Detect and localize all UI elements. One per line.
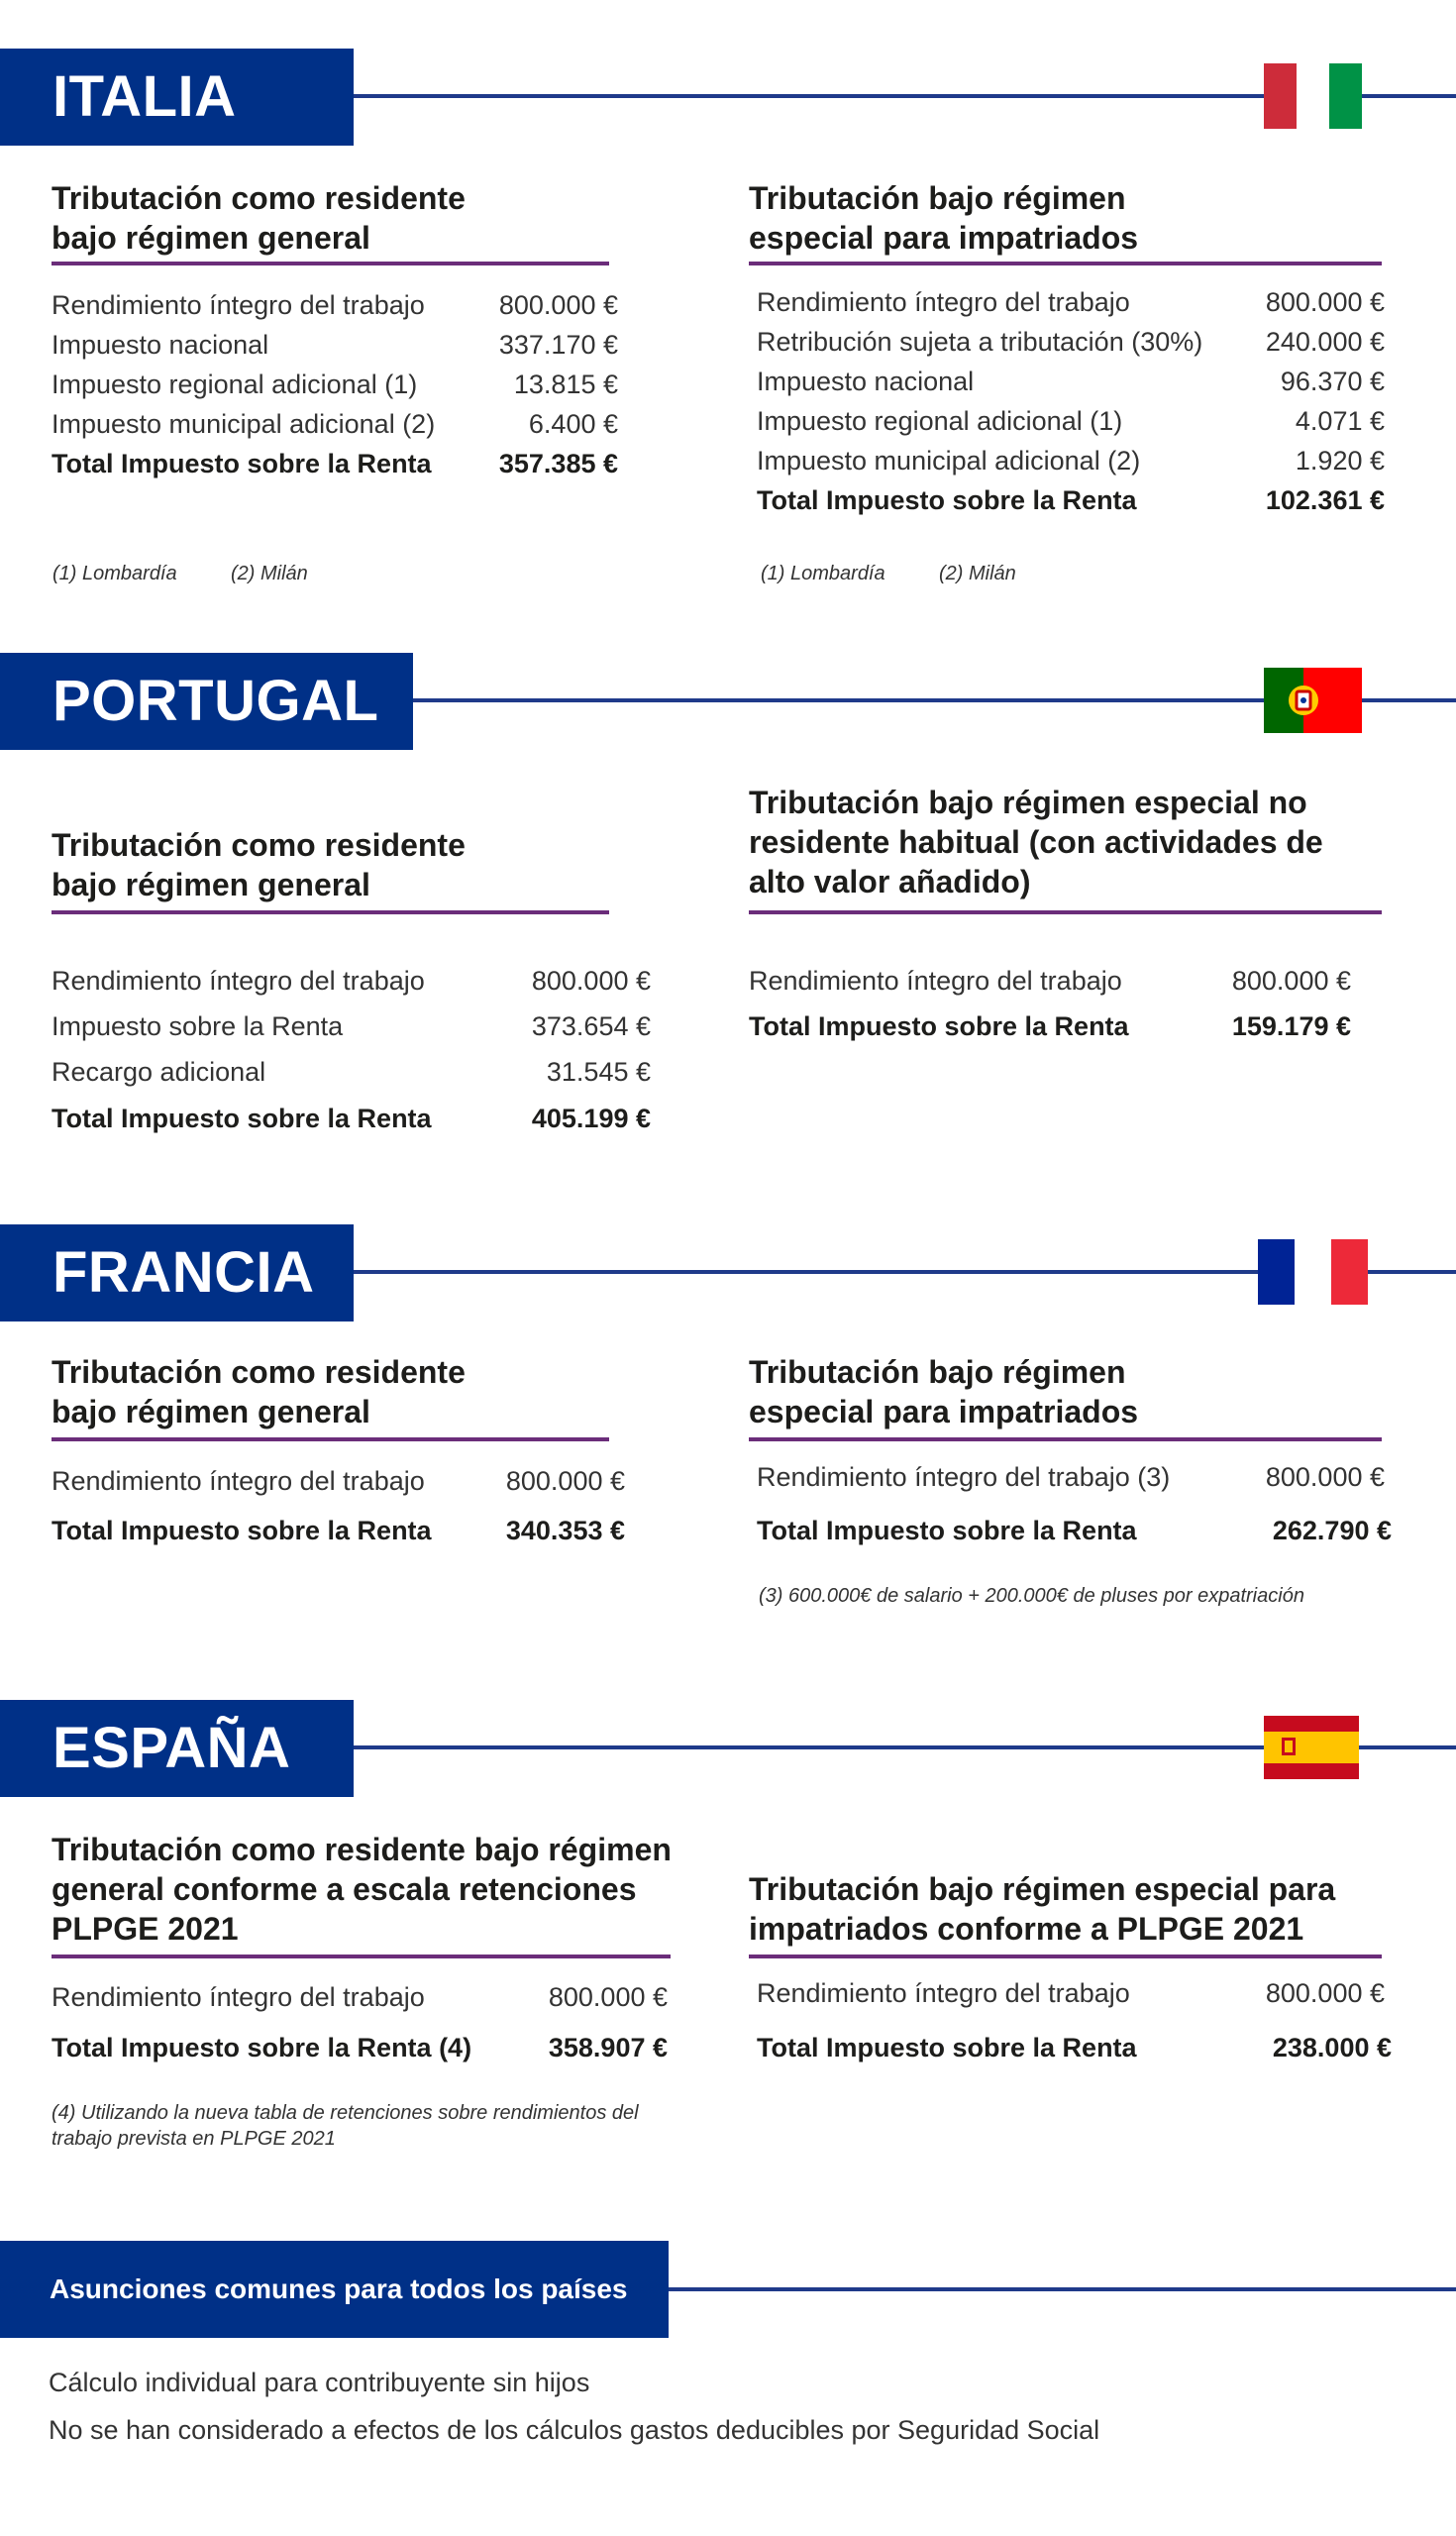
- espana-right-title-line2: impatriados conforme a PLPGE 2021: [749, 1911, 1304, 1947]
- row-value: 800.000 €: [531, 966, 651, 996]
- total-row: [52, 2031, 668, 2064]
- assumptions-header: Asunciones comunes para todos los países: [0, 2241, 669, 2338]
- portugal-right-rule: [749, 910, 1382, 914]
- portugal-right-title-line3: alto valor añadido): [749, 864, 1031, 899]
- table-row: [52, 1009, 651, 1043]
- row-label: Retribución sujeta a tributación (30%): [757, 327, 1203, 357]
- row-label: Rendimiento íntegro del trabajo: [52, 1466, 425, 1496]
- row-value: 800.000 €: [498, 290, 618, 320]
- total-value: 159.179 €: [1231, 1011, 1351, 1041]
- total-value: 238.000 €: [1272, 2033, 1392, 2062]
- espana-left-title: [52, 1830, 672, 1949]
- espana-left-note-line2: trabajo prevista en PLPGE 2021: [52, 2128, 336, 2150]
- total-label: Total Impuesto sobre la Renta (4): [52, 2033, 472, 2062]
- total-row: [52, 1514, 625, 1547]
- total-value: 262.790 €: [1272, 1516, 1392, 1545]
- france-flag-icon: [1258, 1239, 1368, 1305]
- table-row: [749, 964, 1351, 998]
- total-value: 358.907 €: [548, 2033, 668, 2062]
- row-value: 800.000 €: [1265, 287, 1385, 317]
- row-value: 337.170 €: [498, 330, 618, 360]
- row-label: Impuesto nacional: [757, 367, 975, 396]
- row-label: Impuesto municipal adicional (2): [52, 409, 436, 439]
- italia-left-title: [52, 178, 466, 258]
- francia-right-rule: [749, 1437, 1382, 1441]
- total-value: 340.353 €: [505, 1516, 625, 1545]
- table-row: [757, 1460, 1385, 1494]
- italia-left-title-line1: Tributación como residente: [52, 180, 466, 216]
- table-row: [757, 1976, 1385, 2010]
- portugal-left-title-line2: bajo régimen general: [52, 867, 370, 902]
- row-label: Recargo adicional: [52, 1057, 266, 1087]
- italia-header: ITALIA: [0, 49, 354, 146]
- total-label: Total Impuesto sobre la Renta: [52, 1104, 432, 1133]
- table-row: [757, 285, 1385, 319]
- row-label: Rendimiento íntegro del trabajo: [52, 966, 425, 996]
- espana-header: ESPAÑA: [0, 1700, 354, 1797]
- row-label: Rendimiento íntegro del trabajo: [757, 1978, 1130, 2008]
- row-value: 13.815 €: [513, 370, 618, 399]
- table-row: [52, 407, 618, 441]
- italia-left-note1: (1) Lombardía: [52, 563, 177, 584]
- row-label: Impuesto sobre la Renta: [52, 1011, 344, 1041]
- assumptions-header-line: [669, 2287, 1456, 2291]
- row-value: 6.400 €: [528, 409, 618, 439]
- espana-left-title-line1: Tributación como residente bajo régimen: [52, 1832, 672, 1867]
- total-row: [52, 1102, 651, 1135]
- espana-left-title-line3: PLPGE 2021: [52, 1911, 239, 1947]
- row-label: Rendimiento íntegro del trabajo (3): [757, 1462, 1171, 1492]
- total-label: Total Impuesto sobre la Renta: [749, 1011, 1129, 1041]
- row-value: 800.000 €: [505, 1466, 625, 1496]
- portugal-right-title-line2: residente habitual (con actividades de: [749, 824, 1323, 860]
- assumption-line-2: No se han considerado a efectos de los cálculos gastos deducibles por Seguridad Social: [49, 2415, 1100, 2445]
- row-value: 31.545 €: [546, 1057, 651, 1087]
- row-label: Impuesto nacional: [52, 330, 269, 360]
- total-label: Total Impuesto sobre la Renta: [52, 1516, 432, 1545]
- portugal-left-rule: [52, 910, 609, 914]
- francia-left-title: [52, 1352, 466, 1431]
- row-label: Rendimiento íntegro del trabajo: [757, 287, 1130, 317]
- italia-right-rule: [749, 262, 1382, 265]
- row-value: 4.071 €: [1295, 406, 1385, 436]
- total-label: Total Impuesto sobre la Renta: [757, 2033, 1137, 2062]
- total-row: [52, 447, 618, 480]
- row-value: 240.000 €: [1265, 327, 1385, 357]
- total-value: 357.385 €: [498, 449, 618, 478]
- espana-left-rule: [52, 1955, 671, 1958]
- table-row: [52, 328, 618, 362]
- italia-right-note1: (1) Lombardía: [761, 563, 885, 584]
- table-row: [52, 1055, 651, 1089]
- total-row: [757, 1514, 1392, 1547]
- espana-left-note-line1: (4) Utilizando la nueva tabla de retenciones sobre rendimientos del: [52, 2102, 639, 2124]
- row-label: Impuesto regional adicional (1): [757, 406, 1123, 436]
- row-value: 800.000 €: [548, 1982, 668, 2012]
- francia-left-rule: [52, 1437, 609, 1441]
- espana-right-title-line1: Tributación bajo régimen especial para: [749, 1871, 1336, 1907]
- espana-right-title: [749, 1869, 1335, 1949]
- row-label: Impuesto municipal adicional (2): [757, 446, 1141, 476]
- table-row: [52, 368, 618, 401]
- francia-left-title-line1: Tributación como residente: [52, 1354, 466, 1390]
- portugal-right-title-line1: Tributación bajo régimen especial no: [749, 785, 1307, 820]
- portugal-left-title: [52, 825, 466, 904]
- italia-right-title-line2: especial para impatriados: [749, 220, 1139, 256]
- italia-left-title-line2: bajo régimen general: [52, 220, 370, 256]
- total-row: [757, 483, 1385, 517]
- francia-left-title-line2: bajo régimen general: [52, 1394, 370, 1429]
- row-value: 373.654 €: [531, 1011, 651, 1041]
- italia-right-title: [749, 178, 1138, 258]
- table-row: [52, 288, 618, 322]
- portugal-left-title-line1: Tributación como residente: [52, 827, 466, 863]
- portugal-header: PORTUGAL: [0, 653, 413, 750]
- table-row: [757, 365, 1385, 398]
- row-value: 800.000 €: [1265, 1978, 1385, 2008]
- francia-right-title: [749, 1352, 1138, 1431]
- row-value: 800.000 €: [1265, 1462, 1385, 1492]
- row-label: Rendimiento íntegro del trabajo: [749, 966, 1122, 996]
- row-value: 96.370 €: [1280, 367, 1385, 396]
- total-row: [749, 1009, 1351, 1043]
- row-label: Rendimiento íntegro del trabajo: [52, 1982, 425, 2012]
- row-value: 1.920 €: [1295, 446, 1385, 476]
- espana-left-note: [52, 2100, 639, 2152]
- francia-right-title-line2: especial para impatriados: [749, 1394, 1139, 1429]
- francia-header: FRANCIA: [0, 1224, 354, 1321]
- table-row: [757, 404, 1385, 438]
- total-row: [757, 2031, 1392, 2064]
- row-label: Rendimiento íntegro del trabajo: [52, 290, 425, 320]
- row-value: 800.000 €: [1231, 966, 1351, 996]
- table-row: [52, 1980, 668, 2014]
- portugal-flag-icon: [1264, 668, 1362, 733]
- italia-right-note2: (2) Milán: [939, 563, 1016, 584]
- italy-flag-icon: [1264, 63, 1362, 129]
- total-value: 102.361 €: [1265, 485, 1385, 515]
- italia-left-note2: (2) Milán: [231, 563, 308, 584]
- total-value: 405.199 €: [531, 1104, 651, 1133]
- spain-flag-icon: [1264, 1716, 1359, 1779]
- row-label: Impuesto regional adicional (1): [52, 370, 418, 399]
- portugal-right-title: [749, 783, 1323, 901]
- total-label: Total Impuesto sobre la Renta: [757, 485, 1137, 515]
- table-row: [52, 964, 651, 998]
- total-label: Total Impuesto sobre la Renta: [757, 1516, 1137, 1545]
- table-row: [757, 444, 1385, 477]
- espana-left-title-line2: general conforme a escala retenciones: [52, 1871, 637, 1907]
- assumption-line-1: Cálculo individual para contribuyente sin hijos: [49, 2368, 590, 2397]
- italia-right-title-line1: Tributación bajo régimen: [749, 180, 1126, 216]
- espana-right-rule: [749, 1955, 1382, 1958]
- francia-right-title-line1: Tributación bajo régimen: [749, 1354, 1126, 1390]
- table-row: [757, 325, 1385, 359]
- italia-left-rule: [52, 262, 609, 265]
- table-row: [52, 1464, 625, 1498]
- total-label: Total Impuesto sobre la Renta: [52, 449, 432, 478]
- francia-right-note: (3) 600.000€ de salario + 200.000€ de pluses por expatriación: [759, 1585, 1304, 1607]
